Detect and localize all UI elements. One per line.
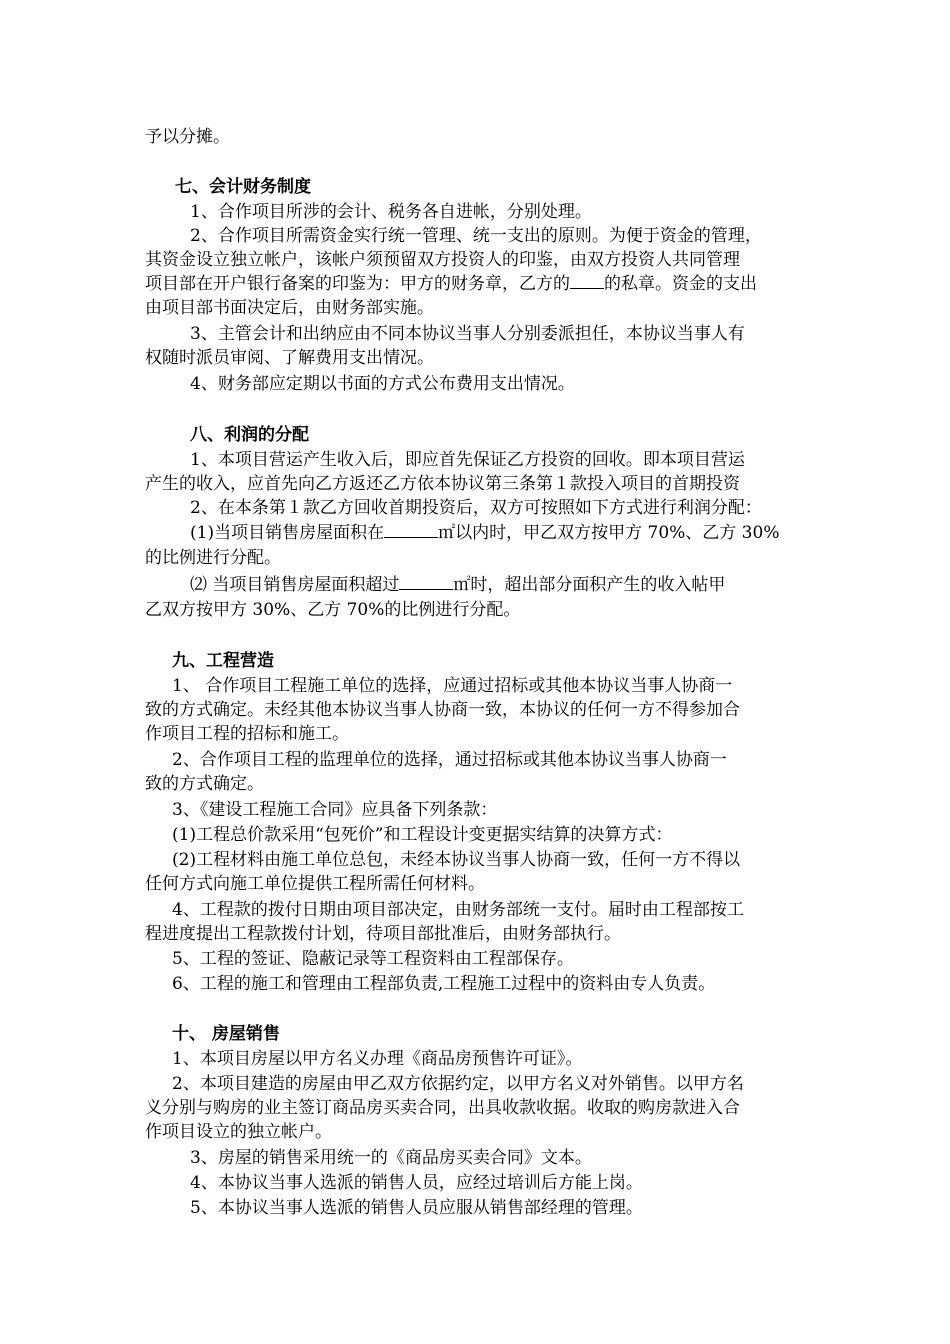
text-segment: (1)当项目销售房屋面积在	[190, 523, 385, 543]
text-line: 2、合作项目工程的监理单位的选择，通过招标或其他本协议当事人协商一	[172, 750, 727, 770]
text-line: 乙双方按甲方 30%、乙方 70%的比例进行分配。	[145, 600, 521, 620]
section-heading-8: 八、利润的分配	[190, 425, 309, 445]
text-line: 1、 合作项目工程施工单位的选择，应通过招标或其他本协议当事人协商一	[172, 676, 733, 696]
text-line: (1)工程总价款采用“包死价”和工程设计变更据实结算的决算方式：	[172, 825, 673, 845]
text-line: 4、财务部应定期以书面的方式公布费用支出情况。	[190, 374, 575, 394]
text-line: 2、在本条第１款乙方回收首期投资后，双方可按照如下方式进行利润分配：	[190, 498, 762, 518]
text-line: 作项目工程的招标和施工。	[145, 724, 349, 744]
text-line: (2)工程材料由施工单位总包，未经本协议当事人协商一致，任何一方不得以	[172, 850, 741, 870]
text-line: 权随时派员审阅、了解费用支出情况。	[145, 348, 434, 368]
text-line: 程进度提出工程款拨付计划，待项目部批准后，由财务部执行。	[145, 924, 621, 944]
text-line: 由项目部书面决定后，由财务部实施。	[145, 298, 434, 318]
text-line: 5、工程的签证、隐蔽记录等工程资料由工程部保存。	[172, 949, 574, 969]
text-line: 3、《建设工程施工合同》应具备下列条款：	[172, 800, 498, 820]
text-segment: ㎡时，超出部分面积产生的收入帖甲	[453, 575, 726, 595]
text-line	[190, 521, 779, 545]
blank-underline	[384, 537, 438, 538]
text-line: 3、房屋的销售采用统一的《商品房买卖合同》文本。	[190, 1148, 592, 1168]
text-line: 2、本项目建造的房屋由甲乙双方依据约定，以甲方名义对外销售。以甲方名	[172, 1074, 744, 1094]
text-line: 1、合作项目所涉的会计、税务各自进帐，分别处理。	[190, 202, 592, 222]
text-segment: ㎡以内时，甲乙双方按甲方 70%、乙方 30%	[438, 523, 780, 543]
text-line: 致的方式确定。	[145, 774, 264, 794]
text-line: 任何方式向施工单位提供工程所需任何材料。	[145, 874, 485, 894]
text-line: 4、本协议当事人选派的销售人员，应经过培训后方能上岗。	[190, 1173, 643, 1193]
text-line: 4、工程款的拨付日期由项目部决定，由财务部统一支付。届时由工程部按工	[172, 900, 744, 920]
section-heading-7: 七、会计财务制度	[175, 177, 311, 197]
text-line: 的比例进行分配。	[145, 548, 281, 568]
text-line: 3、主管会计和出纳应由不同本协议当事人分别委派担任，本协议当事人有	[190, 324, 745, 344]
text-line: 予以分摊。	[145, 127, 230, 147]
text-line	[190, 573, 725, 597]
text-segment: ⑵ 当项目销售房屋面积超过	[190, 575, 400, 595]
section-heading-10: 十、 房屋销售	[172, 1024, 280, 1044]
blank-underline	[570, 288, 604, 289]
text-line: 1、本项目房屋以甲方名义办理《商品房预售许可证》。	[172, 1049, 583, 1069]
text-line: 6、工程的施工和管理由工程部负责,工程施工过程中的资料由专人负责。	[172, 974, 716, 994]
text-line: 1、本项目营运产生收入后，即应首先保证乙方投资的回收。即本项目营运	[190, 450, 745, 470]
section-heading-9: 九、工程营造	[172, 651, 274, 671]
text-segment: 项目部在开户银行备案的印鉴为：甲方的财务章，乙方的	[145, 274, 570, 294]
text-line: 5、本协议当事人选派的销售人员应服从销售部经理的管理。	[190, 1198, 643, 1218]
text-segment: 的私章。资金的支出	[604, 274, 757, 294]
text-line: 致的方式确定。未经其他本协议当事人协商一致，本协议的任何一方不得参加合	[145, 700, 740, 720]
text-line: 义分别与购房的业主签订商品房买卖合同，出具收款收据。收取的购房款进入合	[145, 1098, 740, 1118]
text-line: 产生的收入，应首先向乙方返还乙方依本协议第三条第１款投入项目的首期投资	[145, 474, 740, 494]
text-line	[145, 272, 757, 296]
blank-underline	[399, 589, 453, 590]
text-line: 作项目设立的独立帐户。	[145, 1122, 332, 1142]
text-line: 其资金设立独立帐户，该帐户须预留双方投资人的印鉴，由双方投资人共同管理	[145, 250, 740, 270]
text-line: 2、合作项目所需资金实行统一管理、统一支出的原则。为便于资金的管理，	[190, 226, 762, 246]
